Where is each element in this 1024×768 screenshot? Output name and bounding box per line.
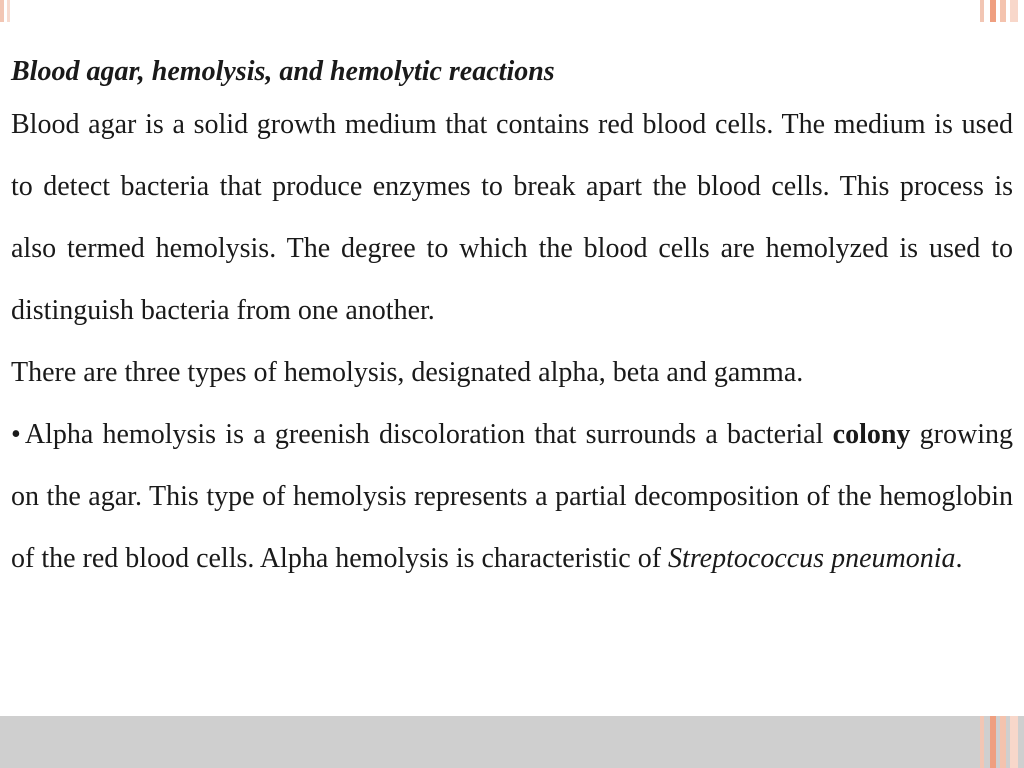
decorative-stripe [980,0,984,22]
decorative-stripe [990,716,996,768]
bullet-icon: • [11,419,21,450]
paragraph-blood-agar: Blood agar is a solid growth medium that contains red blood cells. The medium is used to detect bacteria that produce enzymes to break apart the blood cells. This process is also termed hemolysis. The degree to which the blood cells are hemolyzed is used to distinguish bacteria from one another. [11,109,1013,326]
decorative-stripe [980,716,984,768]
bullet-text-start: Alpha hemolysis is a greenish discoloration that surrounds a bacterial [24,419,833,450]
decorative-stripe [1000,0,1006,22]
bullet-alpha-hemolysis [11,404,1013,590]
footer-bar [0,716,1024,768]
decorative-stripe [1000,716,1006,768]
decorative-stripe [1010,716,1018,768]
bullet-text-middle: growing on the agar. This type of hemolysis represents a partial decomposition of the hemoglobin of the red blood cells. Alpha hemolysis is characteristic of [11,419,1013,574]
paragraph-hemolysis-types: There are three types of hemolysis, designated alpha, beta and gamma. [11,357,804,388]
italic-term-species: Streptococcus pneumonia [668,543,956,574]
slide-content [11,51,1013,590]
decorative-stripe [990,0,996,22]
bullet-text-end: . [955,543,963,574]
decorative-stripe [0,0,4,22]
decorative-stripe [7,0,10,22]
decorative-stripe [1010,0,1018,22]
bold-term-colony: colony [832,419,911,450]
slide-title: Blood agar, hemolysis, and hemolytic reactions [11,56,555,87]
